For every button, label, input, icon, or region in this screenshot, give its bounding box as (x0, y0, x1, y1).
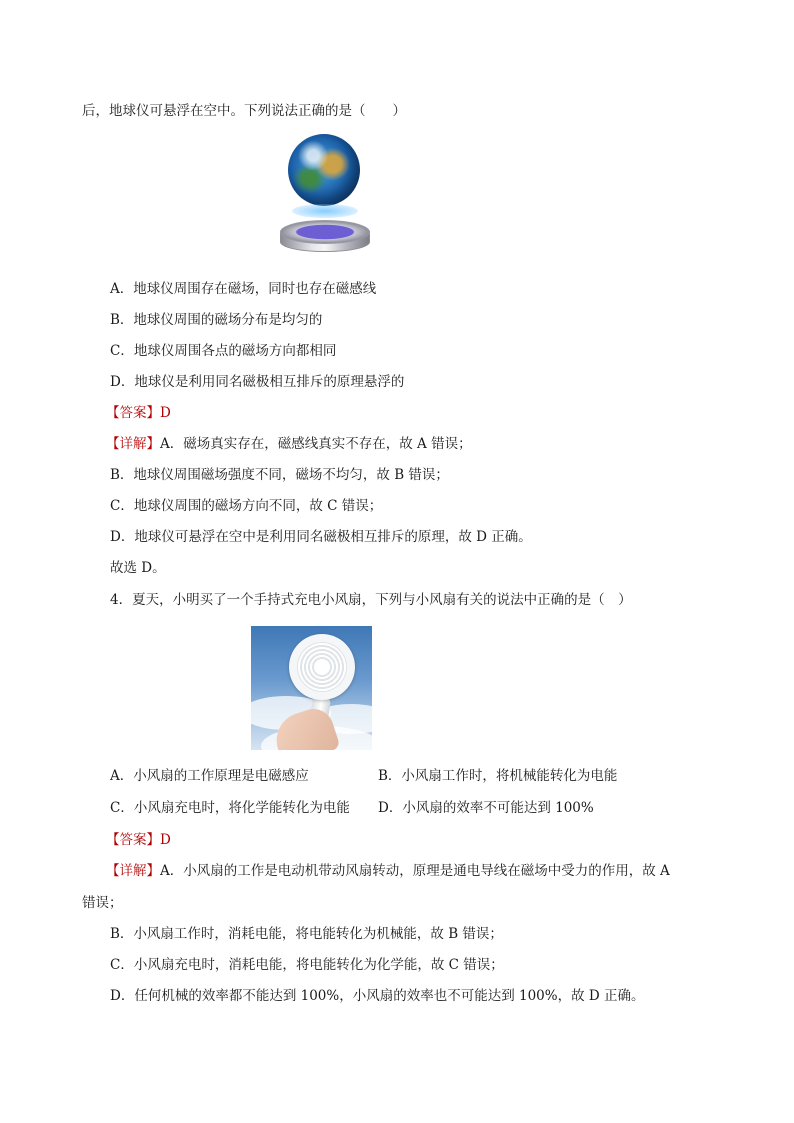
q4-detail-a-cont: 错误； (82, 895, 123, 911)
fan-grill (297, 642, 347, 692)
q3-detail-a (106, 434, 472, 454)
q3-detail-a-text: A．磁场真实存在，磁感线真实不存在，故 A 错误； (160, 436, 472, 452)
q3-option-c: C．地球仪周围各点的磁场方向都相同 (110, 343, 337, 359)
q4-detail-a (106, 861, 670, 881)
q4-answer-tag: 【答案】 (106, 832, 160, 848)
q4-detail-tag: 【详解】 (106, 863, 160, 879)
handheld-fan-image (251, 626, 372, 750)
q4-answer (106, 830, 171, 850)
q3-detail-d: D．地球仪可悬浮在空中是利用同名磁极相互排斥的原理，故 D 正确。 (110, 529, 532, 545)
q4-detail-c: C．小风扇充电时，消耗电能，将电能转化为化学能，故 C 错误； (110, 957, 504, 973)
q4-detail-a-text: A．小风扇的工作是电动机带动风扇转动，原理是通电导线在磁场中受力的作用，故 A (160, 863, 670, 879)
q3-answer-value: D (160, 405, 171, 421)
q3-detail-b: B．地球仪周围磁场强度不同，磁场不均匀，故 B 错误； (110, 467, 449, 483)
q3-answer (106, 403, 171, 423)
q3-option-b: B．地球仪周围的磁场分布是均匀的 (110, 312, 323, 328)
q4-stem: 4．夏天，小明买了一个手持式充电小风扇，下列与小风扇有关的说法中正确的是（ ） (110, 592, 632, 608)
q4-option-b: B．小风扇工作时，将机械能转化为电能 (378, 768, 618, 784)
q3-conclusion: 故选 D。 (110, 560, 166, 576)
q3-detail-c: C．地球仪周围的磁场方向不同，故 C 错误； (110, 498, 383, 514)
q3-option-d: D．地球仪是利用同名磁极相互排斥的原理悬浮的 (110, 374, 405, 390)
magnetic-base-top (280, 220, 370, 244)
q3-answer-tag: 【答案】 (106, 405, 160, 421)
q4-detail-b: B．小风扇工作时，消耗电能，将电能转化为机械能，故 B 错误； (110, 926, 503, 942)
q4-option-c: C．小风扇充电时，将化学能转化为电能 (110, 800, 350, 816)
q4-detail-d: D．任何机械的效率都不能达到 100%，小风扇的效率也不可能达到 100%，故 D 正确。 (110, 988, 645, 1004)
globe-glow (292, 204, 358, 218)
q3-stem: 后，地球仪可悬浮在空中。下列说法正确的是（ ） (82, 103, 406, 119)
q3-option-a: A．地球仪周围存在磁场，同时也存在磁感线 (110, 281, 377, 297)
q3-detail-tag: 【详解】 (106, 436, 160, 452)
q4-answer-value: D (160, 832, 171, 848)
levitating-globe-image (278, 134, 374, 260)
globe-sphere (288, 134, 360, 206)
fan-head (289, 634, 355, 700)
q4-option-a: A．小风扇的工作原理是电磁感应 (110, 768, 309, 784)
q4-option-d: D．小风扇的效率不可能达到 100% (378, 800, 594, 816)
